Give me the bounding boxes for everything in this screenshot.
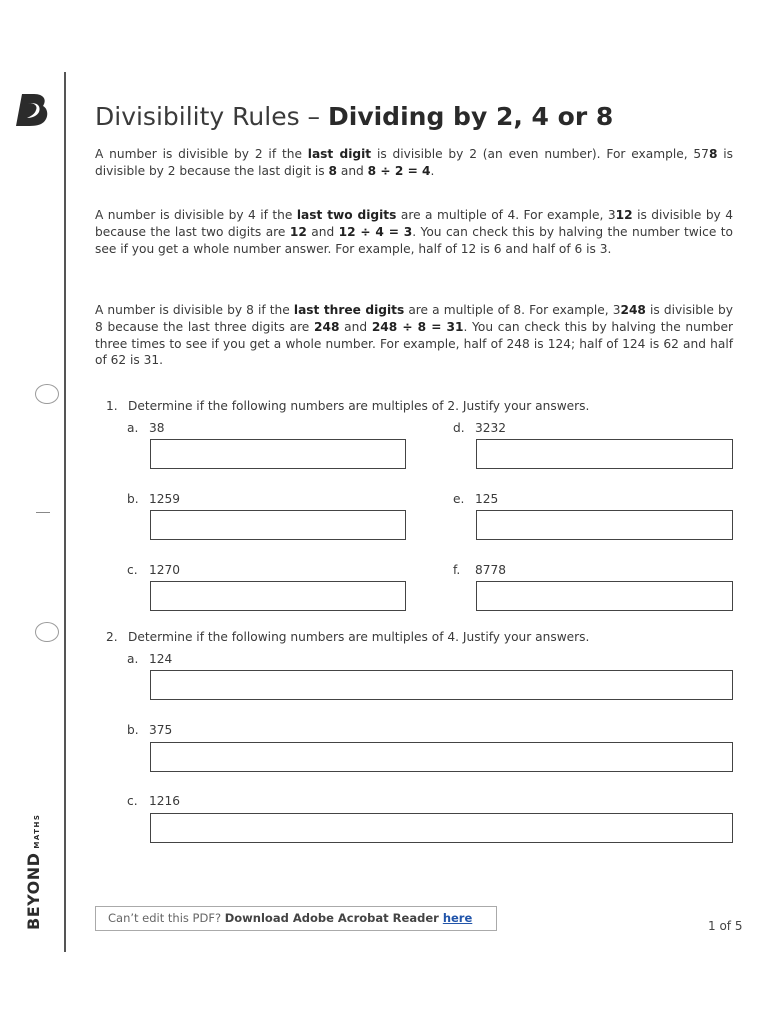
emphasis-text: 12: [615, 208, 633, 222]
body-text: are a multiple of 4. For example, 3: [396, 208, 616, 222]
emphasis-text: 8: [708, 147, 718, 161]
body-text: is divisible by 2 (an even number). For example, 57: [371, 147, 709, 161]
body-text: is divisible by 2 because the last digit is: [95, 147, 733, 178]
acrobat-notice: [95, 906, 497, 931]
question-text: Determine if the following numbers are multiples of 4. Justify your answers.: [128, 630, 590, 644]
item-letter: f.: [453, 563, 461, 577]
item-letter: a.: [127, 652, 139, 666]
body-text: A number is divisible by 2 if the: [95, 147, 308, 161]
emphasis-text: 248: [314, 319, 340, 334]
notice-bold: Download Adobe Acrobat Reader: [224, 911, 443, 925]
q1-item-c: [127, 563, 180, 577]
body-text: are a multiple of 8. For example, 3: [404, 303, 621, 317]
notice-prefix: Can’t edit this PDF?: [108, 911, 225, 925]
question-text: Determine if the following numbers are multiples of 2. Justify your answers.: [128, 399, 590, 413]
item-value: 375: [149, 723, 173, 737]
emphasis-text: 248: [620, 303, 646, 317]
q2-answer-box-c[interactable]: [150, 813, 733, 843]
question-2: [106, 630, 589, 644]
body-text: is divisible by 4 because the last two digits are: [95, 208, 733, 239]
q1-answer-box-b[interactable]: [150, 510, 406, 540]
item-value: 124: [149, 652, 173, 666]
q1-item-a: [127, 421, 165, 435]
q1-answer-box-f[interactable]: [476, 581, 733, 611]
q2-item-b: [127, 723, 172, 737]
body-text: and: [336, 163, 368, 178]
q1-answer-box-d[interactable]: [476, 439, 733, 469]
brand-logo-text: [24, 814, 43, 930]
emphasis-text: 8: [328, 163, 337, 178]
beyond-b-logo-icon: [14, 90, 52, 128]
q2-item-a: [127, 652, 172, 666]
emphasis-text: 12: [289, 224, 307, 239]
item-letter: a.: [127, 421, 139, 435]
acrobat-download-link[interactable]: here: [442, 911, 473, 925]
item-letter: b.: [127, 723, 139, 737]
margin-line: [64, 72, 66, 952]
q2-answer-box-b[interactable]: [150, 742, 733, 772]
item-value: 8778: [475, 563, 507, 577]
q1-item-d: [453, 421, 506, 435]
binder-hole-top: [35, 384, 59, 404]
item-letter: e.: [453, 492, 465, 506]
body-text: A number is divisible by 4 if the: [95, 208, 297, 222]
emphasis-text: 8 ÷ 2 = 4: [367, 163, 431, 178]
title-bold: Dividing by 2, 4 or 8: [328, 102, 614, 131]
emphasis-text: 248 ÷ 8 = 31: [371, 319, 464, 334]
q1-item-e: [453, 492, 498, 506]
page-title: [95, 102, 613, 131]
binder-hole-bottom: [35, 622, 59, 642]
title-regular: Divisibility Rules –: [95, 102, 328, 131]
body-text: and: [306, 224, 339, 239]
question-number: 2.: [106, 630, 118, 644]
q1-item-f: [453, 563, 506, 577]
q2-answer-box-a[interactable]: [150, 670, 733, 700]
item-letter: c.: [127, 794, 138, 808]
rule-paragraph-4: [95, 207, 733, 257]
question-number: 1.: [106, 399, 118, 413]
emphasis-text: last two digits: [296, 208, 397, 222]
q1-item-b: [127, 492, 180, 506]
body-text: .: [430, 163, 435, 178]
body-text: . You can check this by halving the number twice to see if you get a whole number answer. For example, half of 12 is 6 and half of 6 is 3.: [95, 224, 733, 256]
body-text: A number is divisible by 8 if the: [95, 303, 294, 317]
item-value: 1216: [149, 794, 181, 808]
item-letter: b.: [127, 492, 139, 506]
q1-answer-box-c[interactable]: [150, 581, 406, 611]
item-value: 3232: [475, 421, 507, 435]
q1-answer-box-a[interactable]: [150, 439, 406, 469]
item-value: 1259: [149, 492, 181, 506]
q2-item-c: [127, 794, 180, 808]
fold-mark: [36, 512, 50, 513]
emphasis-text: last three digits: [293, 303, 405, 317]
item-letter: c.: [127, 563, 138, 577]
emphasis-text: last digit: [307, 147, 372, 161]
q1-answer-box-e[interactable]: [476, 510, 733, 540]
item-letter: d.: [453, 421, 465, 435]
brand-main: BEYOND: [24, 852, 43, 930]
rule-paragraph-8: [95, 302, 733, 369]
brand-sub: MATHS: [33, 813, 41, 849]
rule-paragraph-2: [95, 146, 733, 180]
item-value: 125: [475, 492, 499, 506]
body-text: is divisible by 8 because the last three digits are: [95, 303, 733, 334]
question-1: [106, 399, 589, 413]
emphasis-text: 12 ÷ 4 = 3: [338, 224, 413, 239]
page-number: 1 of 5: [708, 919, 743, 933]
item-value: 38: [149, 421, 165, 435]
item-value: 1270: [149, 563, 181, 577]
body-text: and: [339, 319, 372, 334]
body-text: . You can check this by halving the number three times to see if you get a whole number. For example, half of 248 is 124; half of 124 is 62 and half of 62 is 31.: [95, 319, 733, 368]
